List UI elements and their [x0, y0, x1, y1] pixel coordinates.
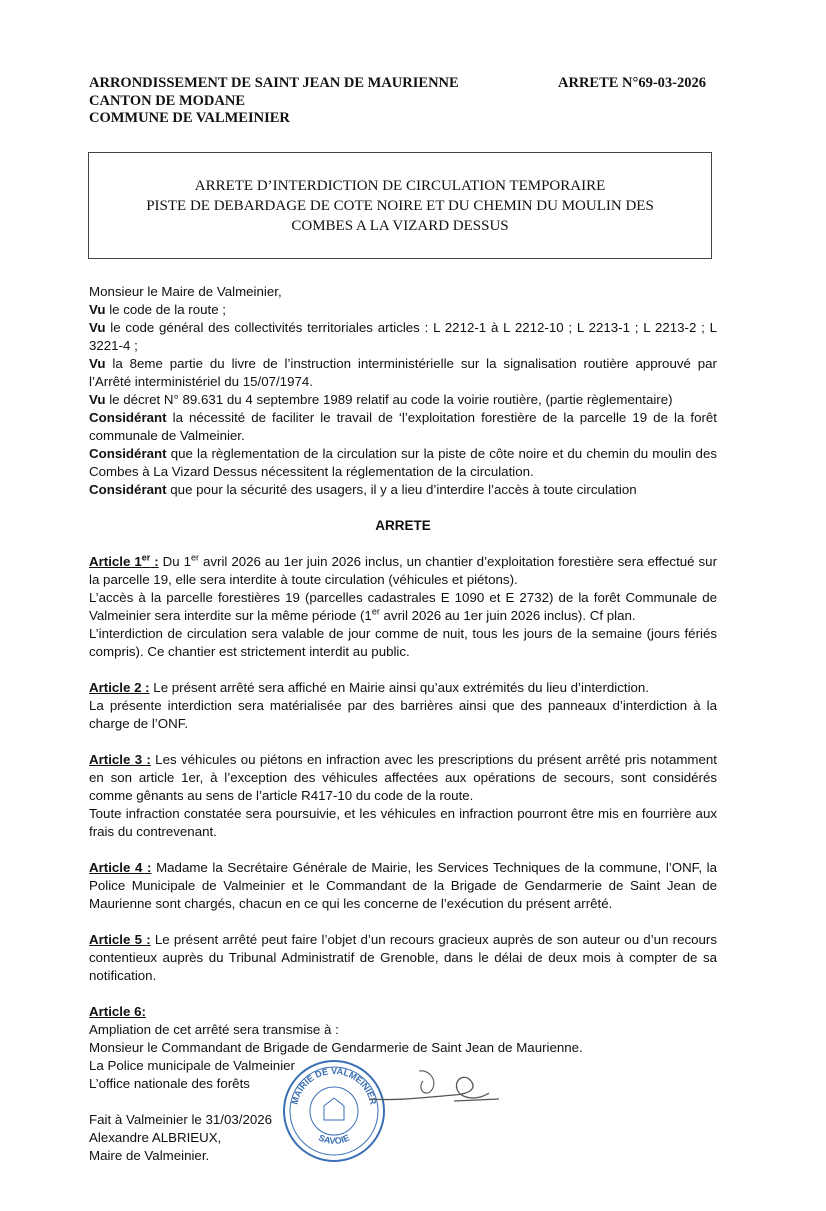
article-5-text: Le présent arrêté peut faire l’objet d’un recours gracieux auprès de son auteur ou d’un recours contentieux auprès du Tribunal Administratif de Grenoble, dans le délai de deux mois à compter de sa notification. — [89, 932, 717, 983]
article-6-line: La Police municipale de Valmeinier — [89, 1058, 295, 1073]
article-4 — [89, 859, 717, 913]
title-line-1: ARRETE D’INTERDICTION DE CIRCULATION TEMPORAIRE — [194, 177, 606, 194]
article-6 — [89, 1003, 717, 1021]
article-3 — [89, 751, 717, 805]
article-1-label-colon: : — [150, 554, 159, 569]
place-date: Fait à Valmeinier le 31/03/2026 — [89, 1112, 273, 1127]
canton-line: CANTON DE MODANE — [89, 92, 246, 109]
article-3-label: Article 3 : — [89, 752, 151, 767]
title-line-2: PISTE DE DEBARDAGE DE COTE NOIRE ET DU CHEMIN DU MOULIN DES — [146, 197, 654, 214]
arrondissement-line: ARRONDISSEMENT DE SAINT JEAN DE MAURIENNE — [89, 75, 459, 91]
stamp-text-top: MAIRIE DE VALMEINIER — [289, 1065, 379, 1106]
preamble-lead: Vu — [89, 356, 106, 371]
article-6-line: Monsieur le Commandant de Brigade de Gendarmerie de Saint Jean de Maurienne. — [89, 1040, 583, 1055]
mayor-name: Alexandre ALBRIEUX, — [89, 1130, 222, 1145]
article-3-text: Les véhicules ou piétons en infraction avec les prescriptions du présent arrêté pris notamment en son article 1er, à l’exception des véhicules affectées aux opérations de secours, sont considérés comme gênants au sens de l’article R417-10 du code de la route. — [89, 752, 717, 803]
article-1-sup: er — [191, 552, 200, 563]
preamble-lead: Considérant — [89, 446, 167, 461]
mayor-signature — [359, 1051, 509, 1121]
article-5-label: Article 5 : — [89, 932, 151, 947]
article-2-text: Le présent arrêté sera affiché en Mairie ainsi qu’aux extrémités du lieu d’interdiction. — [149, 680, 650, 695]
article-1-text: avril 2026 au 1er juin 2026 inclus). Cf plan. — [379, 608, 636, 623]
article-6-line: Ampliation de cet arrêté sera transmise à : — [89, 1022, 339, 1037]
preamble-text: que la règlementation de la circulation sur la piste de côte noire et du chemin du moulin des Combes à La Vizard Dessus nécessitent la réglementation de la circulation. — [89, 446, 717, 479]
article-4-text: Madame la Secrétaire Générale de Mairie, les Services Techniques de la commune, l’ONF, la Police Municipale de Valmeinier et le Commandant de la Brigade de Gendarmerie de Saint Jean de Maurienne sont chargés, chacun en ce qui les concerne de l’exécution du présent arrêté. — [89, 860, 717, 911]
preamble-item — [89, 319, 717, 355]
article-2 — [89, 679, 717, 697]
article-1-text: avril 2026 au 1er juin 2026 inclus, un chantier d’exploitation forestière sera effectué sur la parcelle 19, elle sera interdite à toute circulation (véhicules et piétons). — [89, 554, 717, 587]
preamble-item — [89, 481, 717, 499]
article-1-text: L’accès à la parcelle forestières 19 (parcelles cadastrales E 1090 et E 2732) de la forêt Communale de Valmeinier sera interdite sur la même période (1 — [89, 590, 717, 623]
preamble-lead: Vu — [89, 302, 106, 317]
preamble-item — [89, 409, 717, 445]
title-box — [88, 152, 712, 259]
preamble-item — [89, 301, 717, 319]
preamble-lead: Considérant — [89, 410, 167, 425]
article-1-label-text: Article 1 — [89, 554, 142, 569]
mayor-role: Maire de Valmeinier. — [89, 1148, 210, 1163]
article-6-label: Article 6: — [89, 1004, 146, 1019]
article-1 — [89, 553, 717, 589]
article-2-label: Article 2 : — [89, 680, 150, 695]
commune-line: COMMUNE DE VALMEINIER — [89, 110, 290, 126]
preamble-item — [89, 355, 717, 391]
preamble-lead: Considérant — [89, 482, 167, 497]
title-line-3: COMBES A LA VIZARD DESSUS — [291, 217, 509, 234]
article-1-label-sup: er — [141, 552, 151, 563]
preamble-text: la nécessité de faciliter le travail de ‘l’exploitation forestière de la parcelle 19 de la forêt communale de Valmeinier. — [89, 410, 717, 443]
article-1-para-3: L’interdiction de circulation sera valable de jour comme de nuit, tous les jours de la semaine (jours fériés compris). Ce chantier est strictement interdit au public. — [89, 626, 717, 659]
article-3-para-2: Toute infraction constatée sera poursuivie, et les véhicules en infraction pourront être mis en fourrière aux frais du contrevenant. — [89, 806, 717, 839]
preamble-item — [89, 445, 717, 481]
preamble-text: la 8eme partie du livre de l’instruction interministérielle sur la signalisation routière approuvé par l’Arrêté interministériel du 15/07/1974. — [89, 356, 717, 389]
administrative-header — [89, 75, 459, 128]
article-6-line: L’office nationale des forêts — [89, 1076, 250, 1091]
opening: Monsieur le Maire de Valmeinier, — [89, 284, 282, 299]
preamble-text: le décret N° 89.631 du 4 septembre 1989 relatif au code la voirie routière, (partie règlementaire) — [105, 392, 673, 407]
preamble-lead: Vu — [89, 320, 106, 335]
article-2-para-2: La présente interdiction sera matérialisée par des barrières ainsi que des panneaux d’interdiction à la charge de l’ONF. — [89, 698, 717, 731]
preamble-lead: Vu — [89, 392, 106, 407]
article-1-sup: er — [371, 606, 380, 617]
preamble-item — [89, 391, 717, 409]
article-1-para-2 — [89, 589, 717, 625]
article-4-label: Article 4 : — [89, 860, 152, 875]
document-body — [89, 283, 717, 1211]
arrete-number: ARRETE N°69-03-2026 — [558, 75, 706, 91]
preamble-text: le code de la route ; — [105, 302, 226, 317]
preamble-text: que pour la sécurité des usagers, il y a lieu d’interdire l’accès à toute circulation — [166, 482, 637, 497]
preamble-text: le code général des collectivités territoriales articles : L 2212-1 à L 2212-10 ; L 2213-1 ; L 2213-2 ; L 3221-4 ; — [89, 320, 717, 353]
article-1-label — [89, 554, 159, 569]
stamp-text-bottom: SAVOIE — [317, 1132, 351, 1146]
article-5 — [89, 931, 717, 985]
article-1-text: Du 1 — [158, 554, 191, 569]
arrete-heading: ARRETE — [375, 518, 431, 533]
